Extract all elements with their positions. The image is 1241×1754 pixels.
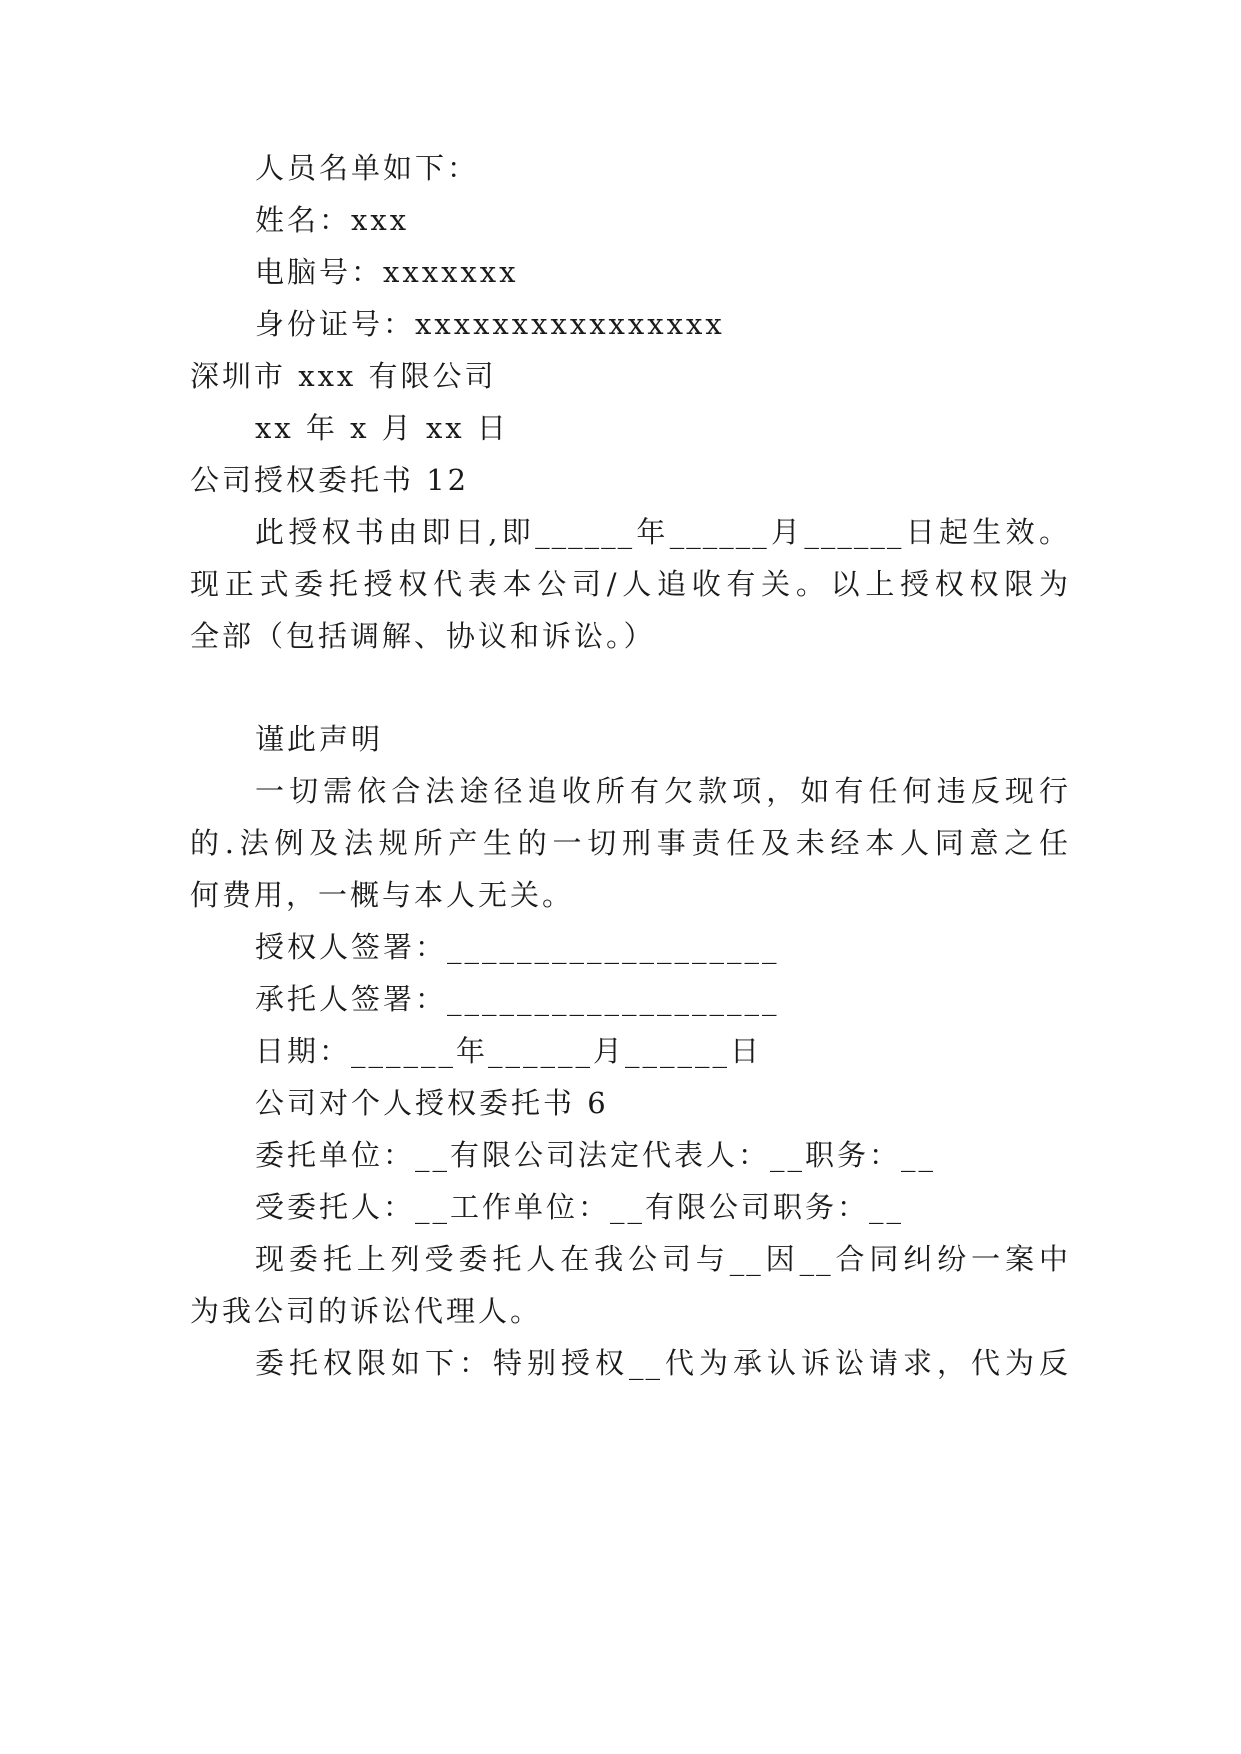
authority-scope-line: 委托权限如下：特别授权__代为承认诉讼请求，代为反 <box>255 1346 1070 1380</box>
paragraph-commission-line: 现正式委托授权代表本公司/人追收有关。以上授权权限为 <box>190 567 1070 601</box>
staff-list-heading: 人员名单如下： <box>255 151 480 185</box>
section-title-authorization: 公司授权委托书 12 <box>190 463 470 497</box>
paragraph-scope-line: 全部（包括调解、协议和诉讼。） <box>190 619 656 653</box>
section-title-personal-authorization: 公司对个人授权委托书 6 <box>255 1086 609 1120</box>
entrusting-unit-line: 委托单位：__有限公司法定代表人：__职务：__ <box>255 1138 937 1172</box>
authorizer-signature-line: 授权人签署：___________________ <box>255 930 780 964</box>
signature-date-line: 日期：______年______月______日 <box>255 1034 763 1068</box>
litigation-paragraph-line-1: 现委托上列受委托人在我公司与__因__合同纠纷一案中 <box>255 1242 1070 1276</box>
company-name-line: 深圳市 xxx 有限公司 <box>190 359 497 393</box>
declaration-line-3: 何费用，一概与本人无关。 <box>190 878 575 912</box>
entrusted-person-line: 受委托人：__工作单位：__有限公司职务：__ <box>255 1190 905 1224</box>
date-line: xx 年 x 月 xx 日 <box>255 411 509 445</box>
agent-signature-line: 承托人签署：___________________ <box>255 982 780 1016</box>
declaration-heading: 谨此声明 <box>255 722 384 756</box>
paragraph-effective-line: 此授权书由即日,即______年______月______日起生效。 <box>255 515 1070 549</box>
declaration-line-1: 一切需依合法途径追收所有欠款项，如有任何违反现行 <box>255 774 1070 808</box>
computer-number-line: 电脑号：xxxxxxx <box>255 255 519 289</box>
litigation-paragraph-line-2: 为我公司的诉讼代理人。 <box>190 1294 543 1328</box>
id-number-line: 身份证号：xxxxxxxxxxxxxxxx <box>255 307 725 341</box>
name-line: 姓名：xxx <box>255 203 410 237</box>
declaration-line-2: 的.法例及法规所产生的一切刑事责任及未经本人同意之任 <box>190 826 1070 860</box>
